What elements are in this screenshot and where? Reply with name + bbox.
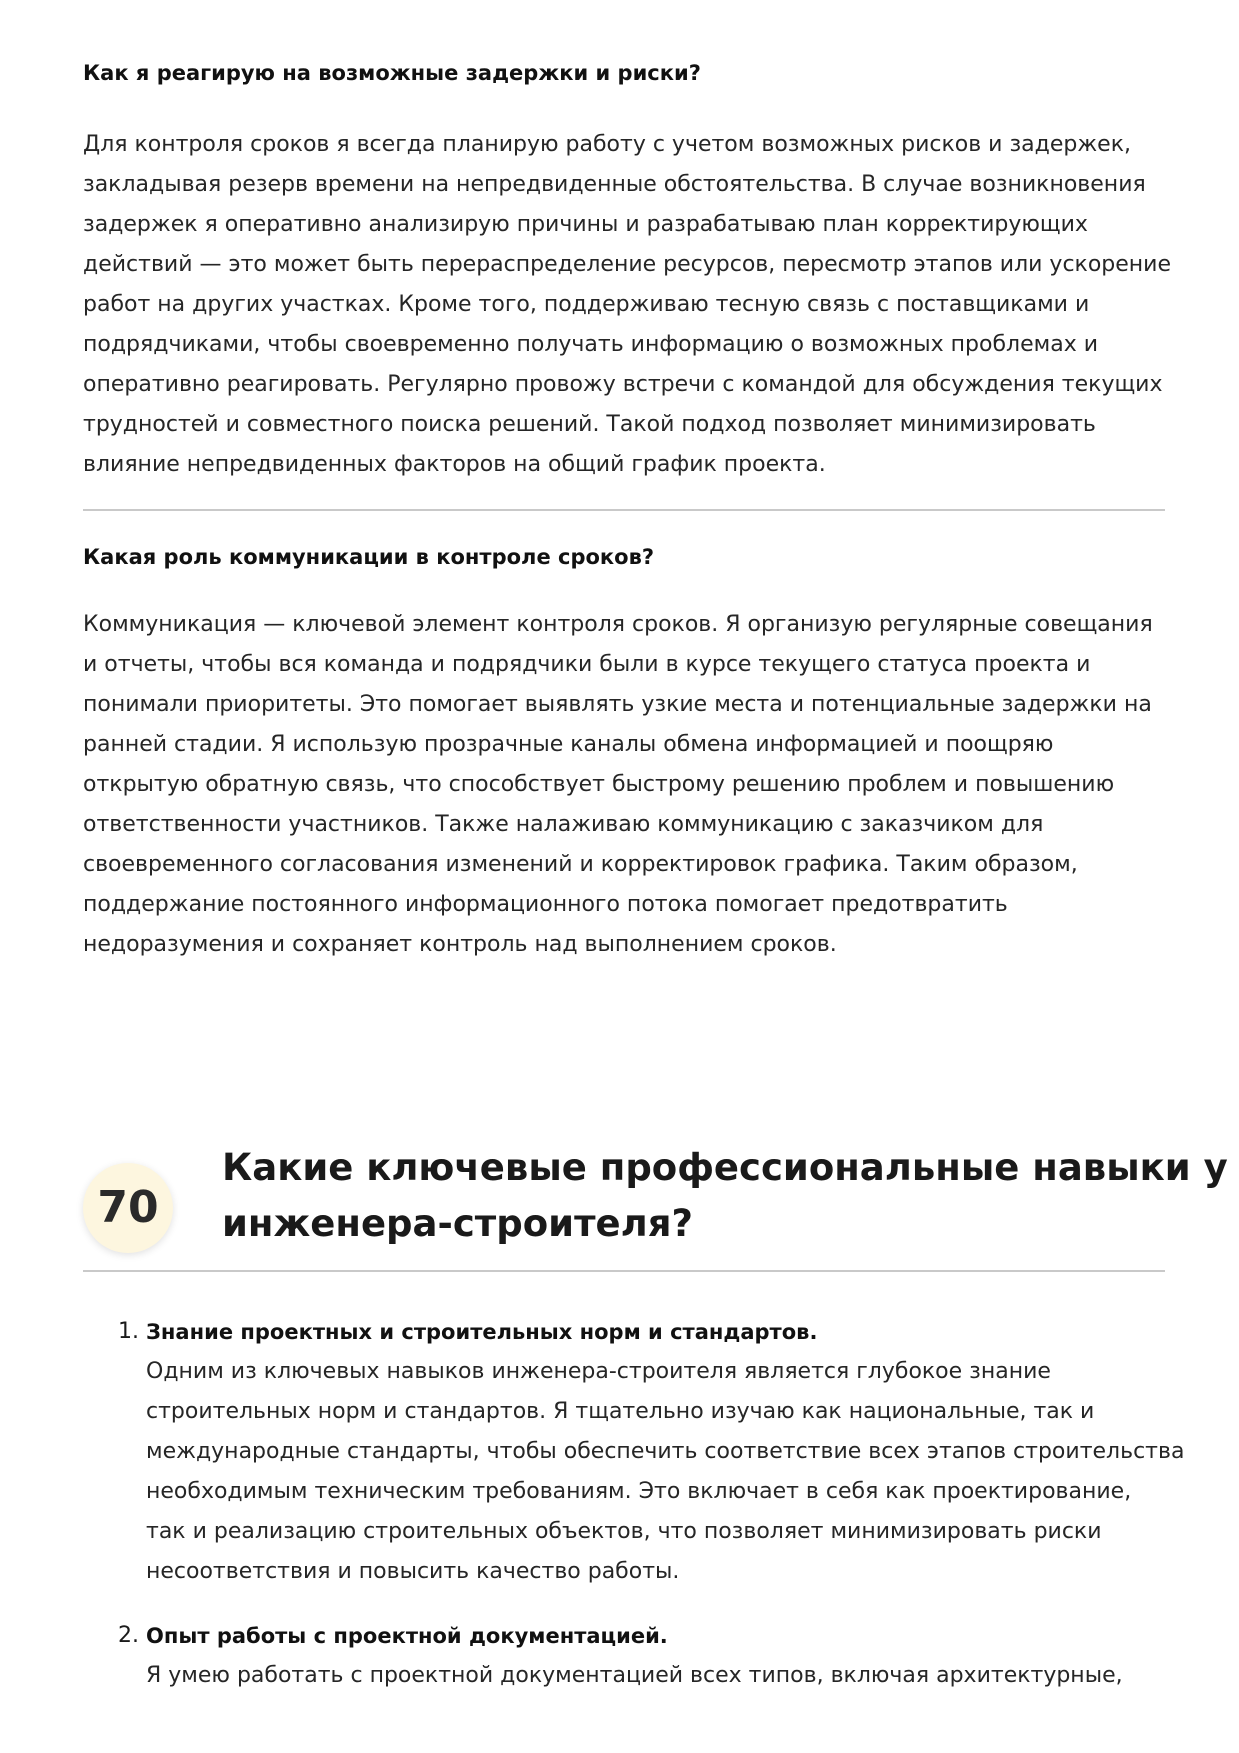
question-heading-communication: Какая роль коммуникации в контроле сроков? — [83, 545, 655, 569]
text-line: поддержание постоянного информационного потока помогает предотвратить — [83, 892, 1008, 917]
text-line: Коммуникация — ключевой элемент контроля сроков. Я организую регулярные совещания — [83, 612, 1153, 637]
text-line: Я умею работать с проектной документацией всех типов, включая архитектурные, — [146, 1663, 1123, 1688]
list-item-title: Знание проектных и строительных норм и стандартов. — [146, 1320, 818, 1344]
text-line: недоразумения и сохраняет контроль над выполнением сроков. — [83, 932, 837, 957]
question-heading-delays: Как я реагирую на возможные задержки и риски? — [83, 61, 701, 85]
text-line: влияние непредвиденных факторов на общий график проекта. — [83, 452, 826, 477]
text-line: международные стандарты, чтобы обеспечить соответствие всех этапов строительства — [146, 1439, 1185, 1464]
text-line: закладывая резерв времени на непредвиденные обстоятельства. В случае возникновения — [83, 172, 1146, 197]
text-line: Одним из ключевых навыков инженера-строителя является глубокое знание — [146, 1359, 1051, 1384]
text-line: несоответствия и повысить качество работы. — [146, 1559, 680, 1584]
list-item-body — [146, 1616, 1123, 1696]
text-line: оперативно реагировать. Регулярно провожу встречи с командой для обсуждения текущих — [83, 372, 1163, 397]
list-item-title: Опыт работы с проектной документацией. — [146, 1624, 668, 1648]
question-number-badge: 70 — [83, 1163, 173, 1253]
section-divider — [83, 509, 1165, 511]
list-item-number: 2. — [118, 1623, 139, 1648]
section-title — [222, 1140, 1228, 1252]
text-line: так и реализацию строительных объектов, что позволяет минимизировать риски — [146, 1519, 1102, 1544]
list-item-number: 1. — [118, 1319, 139, 1344]
text-line: трудностей и совместного поиска решений. Такой подход позволяет минимизировать — [83, 412, 1096, 437]
text-line: действий — это может быть перераспределение ресурсов, пересмотр этапов или ускорение — [83, 252, 1172, 277]
text-line: работ на других участках. Кроме того, поддерживаю тесную связь с поставщиками и — [83, 292, 1090, 317]
answer-paragraph-delays — [83, 125, 1171, 485]
text-line: и отчеты, чтобы вся команда и подрядчики были в курсе текущего статуса проекта и — [83, 652, 1091, 677]
text-line: подрядчиками, чтобы своевременно получать информацию о возможных проблемах и — [83, 332, 1099, 357]
text-line: строительных норм и стандартов. Я тщательно изучаю как национальные, так и — [146, 1399, 1095, 1424]
section-title-line: инженера-строителя? — [222, 1202, 693, 1245]
text-line: необходимым техническим требованиям. Это включает в себя как проектирование, — [146, 1479, 1132, 1504]
text-line: понимали приоритеты. Это помогает выявлять узкие места и потенциальные задержки на — [83, 692, 1152, 717]
text-line: ранней стадии. Я использую прозрачные каналы обмена информацией и поощряю — [83, 732, 1054, 757]
section-title-line: Какие ключевые профессиональные навыки у — [222, 1146, 1228, 1189]
section-divider — [83, 1270, 1165, 1272]
text-line: открытую обратную связь, что способствует быстрому решению проблем и повышению — [83, 772, 1115, 797]
text-line: своевременного согласования изменений и корректировок графика. Таким образом, — [83, 852, 1078, 877]
text-line: задержек я оперативно анализирую причины и разрабатываю план корректирующих — [83, 212, 1088, 237]
question-section-header — [83, 1140, 1228, 1270]
list-item-body — [146, 1312, 1184, 1592]
text-line: ответственности участников. Также налаживаю коммуникацию с заказчиком для — [83, 812, 1044, 837]
answer-paragraph-communication — [83, 605, 1153, 965]
text-line: Для контроля сроков я всегда планирую работу с учетом возможных рисков и задержек, — [83, 132, 1131, 157]
